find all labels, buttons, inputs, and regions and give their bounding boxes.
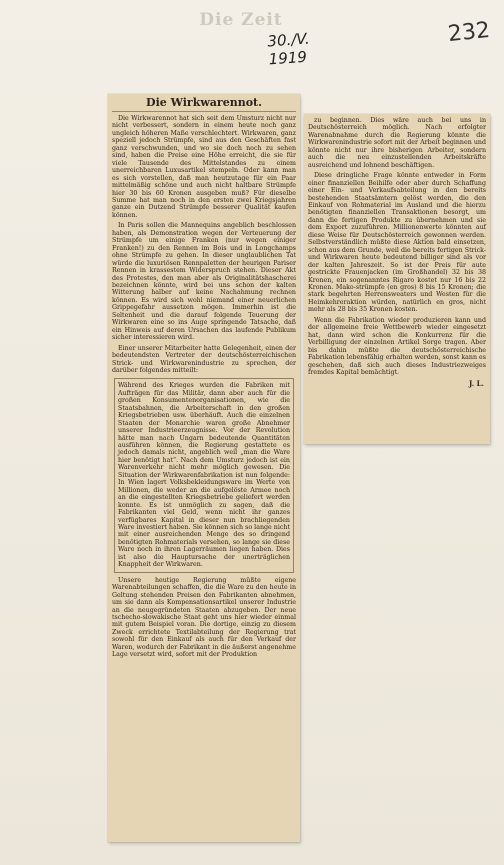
article-paragraph: Die Wirkwarennot hat sich seit dem Umsturz nicht nur nicht verbessert, sondern in einem heute noch ganz ungleich höheren Maße verschlechtert. Wirkwaren, ganz speziell jedoch Strümpfe, sind aus den Geschäften fast ganz verschwunden, und wo sie doch noch zu sehen sind, haben die Preise eine Höhe erreicht, die sie für viele Tausende des Mittelstandes zu einem unerreichbaren Luxusartikel stempeln. Oder kann man es sich vorstellen, daß man heutzutage für ein Paar mittelmäßig schöne und auch nicht haltbare Strümpfe hier 30 bis 60 Kronen ausgeben muß? Für dieselbe Summe hat man noch in den ersten zwei Kriegsjahren ganze ein Dutzend Strümpfe besserer Qualität kaufen können. xyxy=(112,115,296,219)
clipping-column-left xyxy=(108,94,300,842)
article-paragraph: Einer unserer Mitarbeiter hatte Gelegenheit, einen der bedeutendsten Vertreter der deutschösterreichischen Strick- und Wirkwarenindustrie zu sprechen, der darüber folgendes mitteilt: xyxy=(112,344,296,374)
article-continuation-paragraph: Diese dringliche Frage könnte entweder in Form einer finanziellen Beihilfe oder aber durch Schaffung einer Ein- und Verkaufsabteilung in den bereits bestehenden Staatsämtern gelöst werden, die den Einkauf von Rohmaterial im Ausland und die hierzu benötigten finanziellen Transaktionen besorgt, um dann die fertigen Produkte zu übernehmen und sie dem Export zuzuführen. Millionenwerte könnten auf diese Weise für Deutschösterreich gewonnen werden. Selbstverständlich müßte diese Aktion bald einsetzen, schon aus dem Grunde, weil die bereits fertigen Strick- und Wirkwaren heute bedeutend billiger sind als vor der kalten Jahreszeit. So ist der Preis für aute gestrickte Frauenjacken (im Großhandel) 32 bis 38 Kronen, ein sogenanntes Rigaro kostet nur 16 bis 22 Kronen. Mako-strümpfe (en gros) 8 bis 15 Kronen; die stark begehrten Herrensweaters und Westen für die Heimkehreraktion würden, natürlich en gros, nicht mehr als 28 bis 35 Kronen kosten. xyxy=(308,172,486,314)
article-paragraph: Unsere heutige Regierung müßte eigene Warenabteilungen schaffen, die die Ware zu den heute in Geltung stehenden Preisen den Fabrikanten abnehmen, um sie dann als Kompensationsartikel unserer Industrie an die neugegründeten Staaten abzugeben. Der neue tschecho-slowakische Staat geht uns hier wieder einmal mit gutem Beispiel voran. Die dortige, einzig zu diesem Zweck errichtete Textilabteilung der Regierung trat sowohl für den Einkauf als auch für den Verkauf der Waren, wodurch der Fabrikant in die äußerst angenehme Lage versetzt wird, sofort mit der Produktion xyxy=(112,576,296,659)
article-paragraph: In Paris sollen die Mannequins angeblich beschlossen haben, als Demonstration wegen der Verteuerung der Strümpfe um einige Franken (nur wegen einiger Franken!) zu den Rennen im Bois und in Longchamps ohne Strümpfe zu gehen. In dieser unglaublichen Tat würde die luxuriösen Rennpaletten der heurigen Pariser Rennen in krassestem Widerspruch stehen. Dieser Akt des Protestes, den man aber als Originalitätshascherei bezeichnen könnte, wird bei uns schon der kalten Witterung halber auf keine Nachahmung rechnen können. Es wird sich wohl niemand einer neuerlichen Grippegefahr aussetzen mögen. Immerhin ist die Seltenheit und die darauf folgende Teuerung der Wirkwaren eine so ins Auge springende Tatsache, daß ein Hinweis auf deren Ursachen das laufende Publikum sicher interessieren wird. xyxy=(112,222,296,342)
clipping-column-right xyxy=(304,114,490,444)
handwritten-date: 30./V. 1919 xyxy=(266,29,311,69)
article-title: Die Wirkwarennot. xyxy=(112,96,296,112)
article-continuation-paragraph: zu beginnen. Dies wäre auch bei uns in Deutschösterreich möglich. Nach erfolgter Warenabnahme durch die Regierung könnte die Wirkwarenindustrie sofort mit der Arbeit beginnen und könnte nicht nur ihre bisherigen Arbeiter, sondern auch die neu einzustellenden Arbeitskräfte ausreichend und lohnend beschäftigen. xyxy=(308,117,486,169)
article-author: J. L. xyxy=(468,379,484,389)
article-continuation-paragraph: Wenn die Fabrikation wieder produzieren kann und der allgemeine freie Wettbewerb wieder eingesetzt hat, dann wird schon die Konkurrenz für die Verbilligung der einzelnen Artikel Sorge tragen. Aber bis dahin müßte die deutschösterreichische Fabrikation lebensfähig erhalten werden, sonst kann es geschehen, daß sich auch dieses Industriezweiges fremdes Kapital bemächtigt. xyxy=(308,316,486,376)
folio-number: 232 xyxy=(446,17,492,48)
article-boxed-quote: Während des Krieges wurden die Fabriken mit Aufträgen für das Militär, dann aber auch für die großen Konsumentenorganisationen, wie die Staatsbahnen, die Arbeiterschaft in den großen Kriegsbetrieben usw. überhäuft. Auch die einzelnen Staaten der Monarchie waren große Abnehmer unserer Industrieerzeugnisse. Vor der Revolution hätte man nach Ungarn bedeutende Quantitäten ausführen können, die Regierung gestattete es jedoch damals nicht, angeblich weil „man die Ware hier benötigt hat“. Nach dem Umsturz jedoch ist ein Warenverkehr nicht mehr möglich gewesen. Die Situation der Wirkwarenfabrikation ist nun folgende: In Wien lagert Volksbekleidungsware im Werte von Millionen, die weder an die aufgelöste Armee noch an die eingestellten Kriegsbetriebe geliefert werden konnte. Es ist unmöglich zu sagen, daß die Fabrikanten viel Geld, wenn nicht ihr ganzes verfügbares Kapital in dieser nun brachliegenden Ware investiert haben. Sie können sich so lange nicht mit einer ausreichenden Menge des so dringend benötigten Rohmaterials versehen, so lange sie diese Ware noch in ihren Lagerräumen liegen haben. Dies ist also die Hauptursache der unerträglichen Knappheit der Wirkwaren. xyxy=(114,378,294,572)
newspaper-source-stamp: Die Zeit xyxy=(199,10,283,30)
